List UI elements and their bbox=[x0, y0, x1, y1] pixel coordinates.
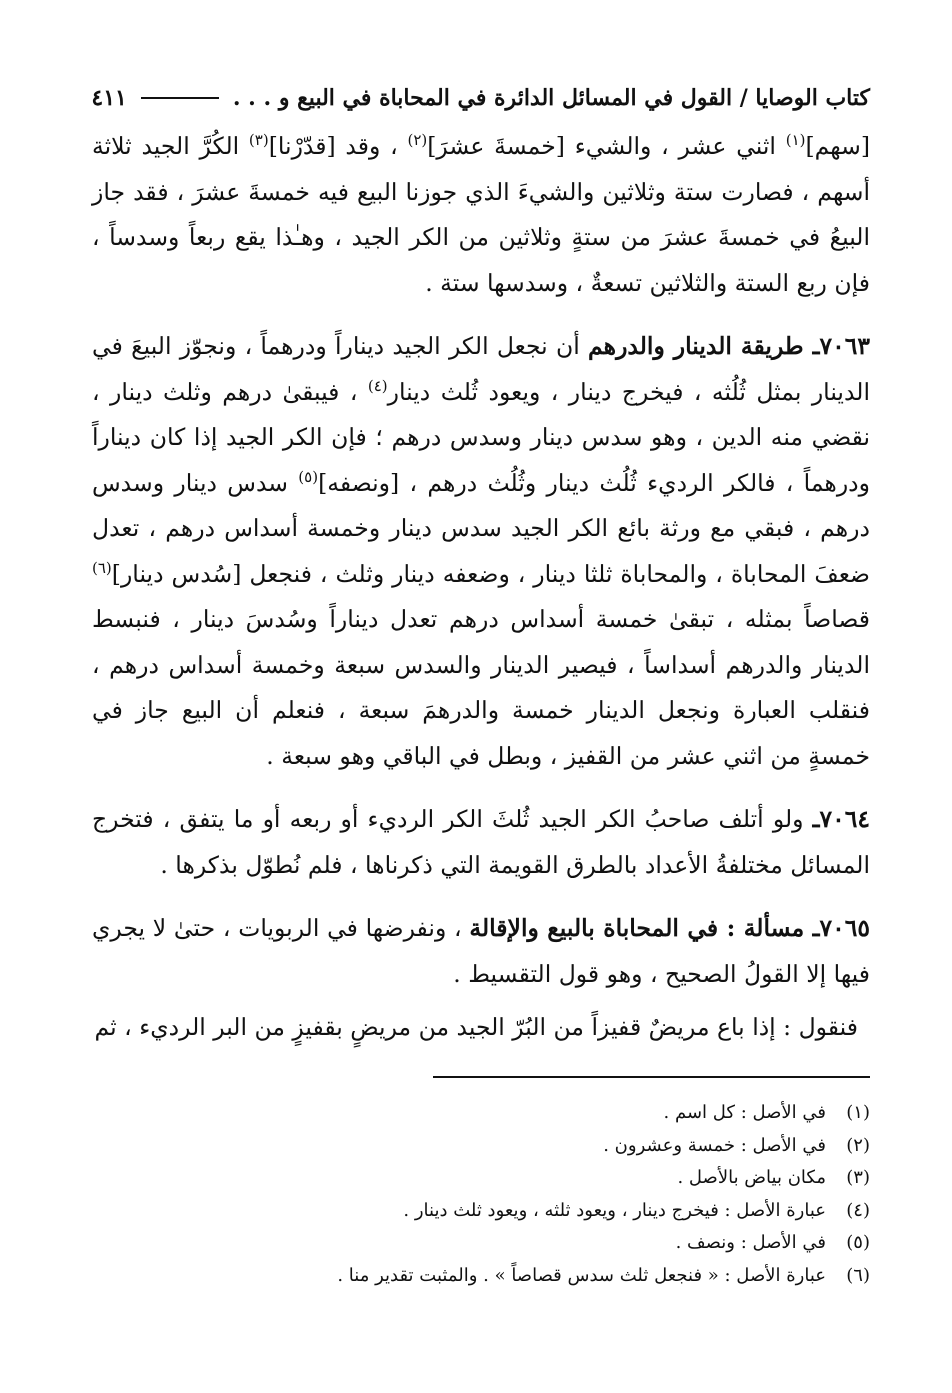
footnote-text: مكان بياض بالأصل . bbox=[677, 1167, 826, 1188]
text-span: ، فيبقىٰ درهم وثلث دينار ، نقضي منه الدين ، وهو سدس دينار وسدس درهم ؛ فإن الكر الجيد إذا كان ديناراً ودرهماً ، فالكر الرديء ثُلُث دينار وثُلُث درهم ، [ونصفه] bbox=[92, 377, 870, 497]
footnote-number: (١) bbox=[846, 1102, 870, 1123]
paragraph-1 bbox=[92, 124, 870, 306]
main-text bbox=[92, 124, 870, 1051]
section-heading: ٧٠٦٥ـ مسألة : في المحاباة بالبيع والإقالة bbox=[469, 914, 871, 942]
section-heading: ٧٠٦٣ـ طريقة الدينار والدرهم bbox=[588, 332, 871, 360]
footnote-ref-1: (١) bbox=[785, 131, 806, 150]
footnote-number: (٢) bbox=[846, 1134, 870, 1156]
footnote-number: (٤) bbox=[846, 1199, 870, 1221]
footnote-item bbox=[92, 1097, 870, 1130]
footnote-item bbox=[92, 1195, 870, 1228]
header-rule bbox=[141, 97, 219, 99]
paragraph-gap bbox=[92, 779, 870, 797]
paragraph-7064 bbox=[92, 797, 870, 888]
header-title: كتاب الوصايا / القول في المسائل الدائرة في المحاباة في البيع و . . . bbox=[232, 85, 870, 111]
footnote-ref-2: (٢) bbox=[407, 131, 428, 150]
text-span: سدس دينار وسدس درهم ، فبقي مع ورثة بائع الكر الجيد سدس دينار وخمسة أسداس درهم ، تعدل ضعفَ المحاباة ، والمحاباة ثلثا دينار ، وضعفه دينار وثلث ، فنجعل [سُدس دينار] bbox=[92, 468, 870, 588]
section-number: ٧٠٦٤ـ bbox=[812, 805, 870, 833]
footnote-ref-3: (٣) bbox=[248, 131, 269, 150]
footnote-text: في الأصل : كل اسم . bbox=[663, 1102, 826, 1123]
text-span: ولو أتلف صاحبُ الكر الجيد ثُلثَ الكر الرديء أو ربعه أو ما يتفق ، فتخرج المسائل مختلفةُ الأعداد بالطرق القويمة التي ذكرناها ، فلم نُطوّل بذكرها . bbox=[92, 805, 870, 879]
text-span: ، وقد [قدّرْنا] bbox=[268, 132, 408, 160]
footnote-item bbox=[92, 1130, 870, 1163]
paragraph-7063 bbox=[92, 324, 870, 779]
footnote-text: عبارة الأصل : فيخرج دينار ، ويعود ثلثه ، ويعود ثلث دينار . bbox=[403, 1199, 826, 1221]
footnote-ref-6: (٦) bbox=[92, 558, 112, 577]
text-span: أن نجعل الكر الجيد ديناراً ودرهماً ، ونجوّز البيعَ في الدينار بمثل ثُلُثه ، فيخرج دينار ، ويعود ثُلث دينار bbox=[92, 332, 870, 406]
footnotes bbox=[92, 1097, 870, 1292]
footnote-item bbox=[92, 1227, 870, 1260]
text-span: ، ونفرضها في الربويات ، حتىٰ لا يجري فيها إلا القولُ الصحيح ، وهو قول التقسيط . bbox=[92, 914, 870, 988]
page-number: ٤١١ bbox=[91, 85, 127, 111]
text-span: قصاصاً بمثله ، تبقىٰ خمسة أسداس درهم تعدل ديناراً وسُدسَ دينار ، فنبسط الدينار والدرهم أسداساً ، فيصير الدينار والسدس سبعة وخمسة أسداس درهم ، فنقلب العبارة ونجعل الدينار خمسة والدرهمَ سبعة ، فنعلم أن البيع جاز في خمسةٍ من اثني عشر من القفيز ، وبطل في الباقي وهو سبعة . bbox=[92, 605, 870, 770]
paragraph-gap bbox=[92, 306, 870, 324]
text-span: اثني عشر ، والشيء [خمسةَ عشرَ] bbox=[427, 132, 786, 160]
footnote-ref-5: (٥) bbox=[298, 467, 319, 486]
text-span: [سهم] bbox=[805, 132, 870, 160]
footnote-number: (٥) bbox=[846, 1232, 870, 1253]
footnote-text: في الأصل : ونصف . bbox=[675, 1232, 826, 1253]
footnote-separator bbox=[433, 1076, 870, 1078]
footnote-item bbox=[92, 1162, 870, 1195]
text-span: فنقول : إذا باع مريضٌ قفيزاً من البُرّ الجيد من مريضٍ بقفيزٍ من البر الرديء ، ثم bbox=[94, 1013, 858, 1041]
footnote-item bbox=[92, 1260, 870, 1293]
footnote-number: (٦) bbox=[846, 1264, 870, 1286]
footnote-number: (٣) bbox=[846, 1167, 870, 1188]
running-header bbox=[91, 78, 870, 118]
footnote-text: عبارة الأصل : « فنجعل ثلث سدس قصاصاً » . والمثبت تقدير منا . bbox=[337, 1264, 826, 1286]
text-span: الكُرَّ الجيد ثلاثة أسهم ، فصارت ستة وثلاثين والشيءَ الذي جوزنا البيع فيه خمسةَ عشرَ ، فقد جاز البيعُ في خمسةَ عشرَ من ستةٍ وثلاثين من الكر الجيد ، وهـٰذا يقع ربعاً وسدساً ، فإن ربع الستة والثلاثين تسعةٌ ، وسدسها ستة . bbox=[92, 132, 870, 297]
paragraph-5 bbox=[92, 1005, 870, 1051]
footnote-text: في الأصل : خمسة وعشرون . bbox=[603, 1134, 826, 1156]
paragraph-7065 bbox=[92, 906, 870, 997]
footnote-ref-4: (٤) bbox=[367, 376, 388, 395]
paragraph-gap bbox=[92, 997, 870, 1005]
paragraph-gap bbox=[92, 888, 870, 906]
